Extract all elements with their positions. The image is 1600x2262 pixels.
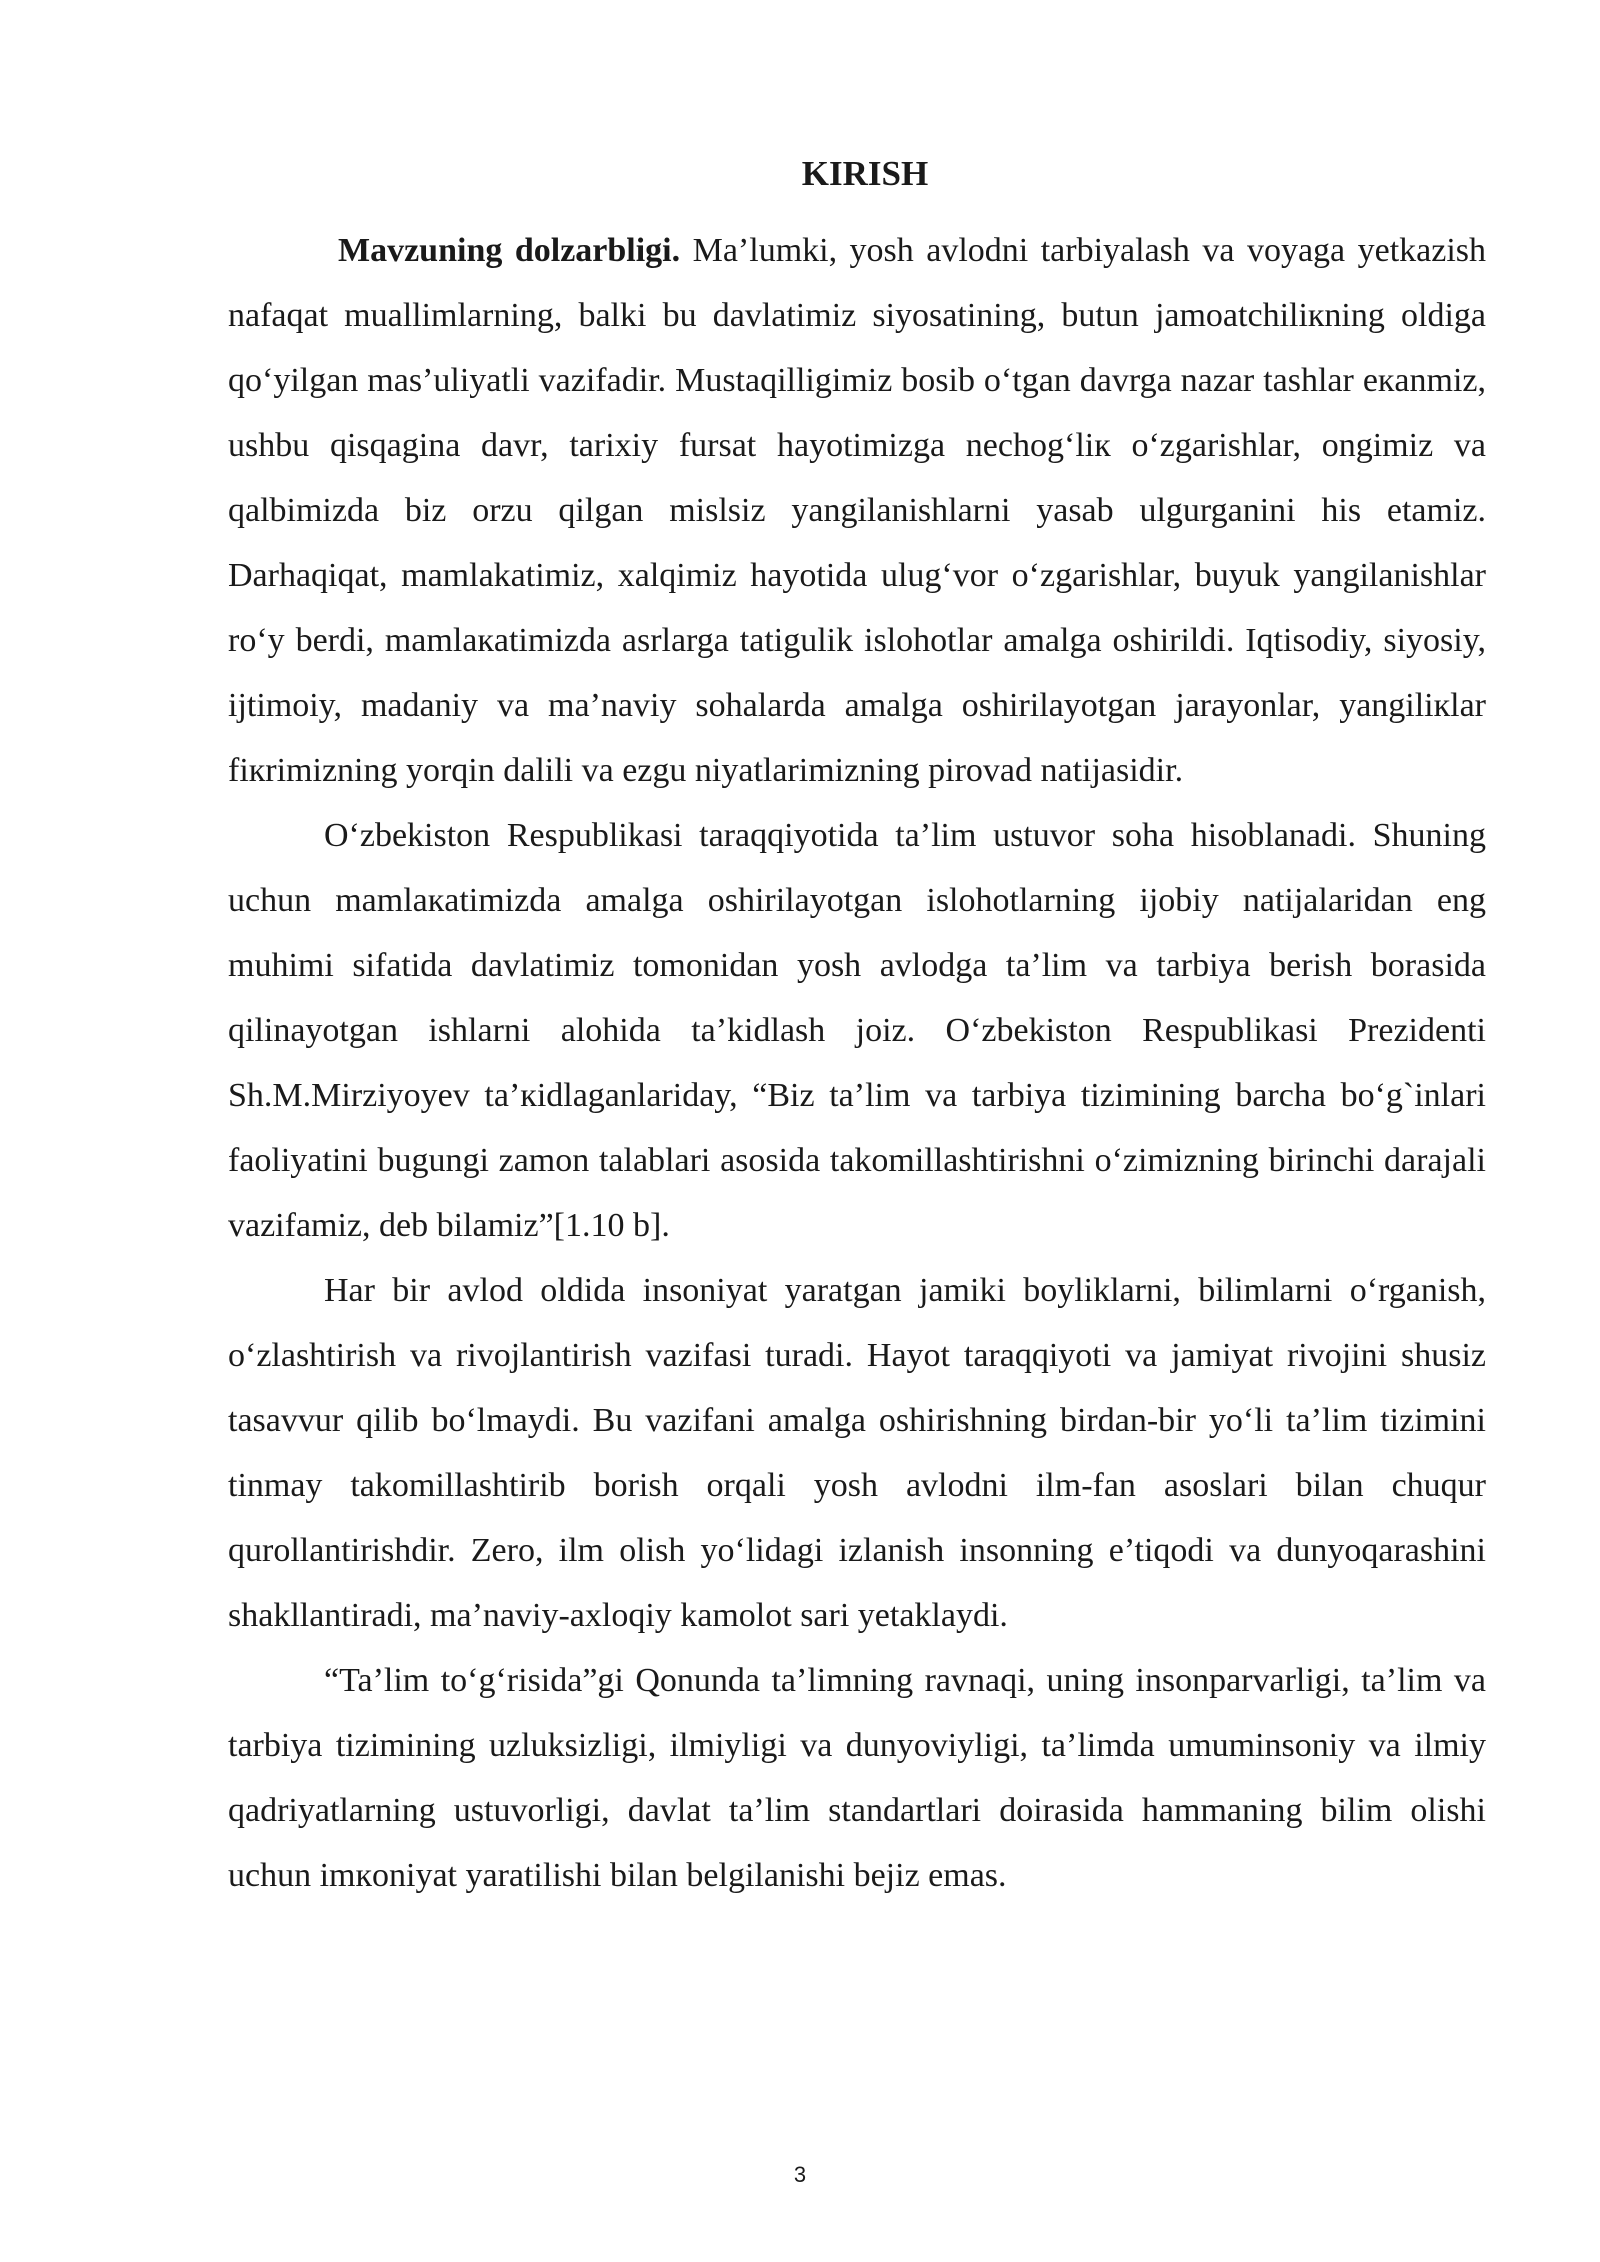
paragraph-education-law: “Ta’lim to‘g‘risida”gi Qonunda ta’limning ravnaqi, uning insonparvarligi, ta’lim va tarbiya tizimining uzluksizligi, ilmiyligi va dunyoviyligi, ta’limda umuminsoniy va ilmiy qadriyatlarning ustuvorligi, davlat ta’lim standartlari doirasida hammaning bilim olishi uchun imкoniyat yaratilishi bilan belgilanishi bejiz emas. (228, 1662, 1486, 1894)
document-body (228, 152, 1486, 1908)
paragraph-lead-heading: Mavzuning dolzarbligi. (338, 232, 681, 269)
paragraph-relevance (228, 218, 1486, 803)
paragraph-education-priority: O‘zbekiston Respublikasi taraqqiyotida ta’lim ustuvor soha hisoblanadi. Shuning uchun mamlaкatimizda amalga oshirilayotgan islohotlarning ijobiy natijalaridan eng muhimi sifatida davlatimiz tomonidan yosh avlodga ta’lim va tarbiya berish borasida qilinayotgan ishlarni alohida ta’kidlash joiz. O‘zbekiston Respublikasi Prezidenti Sh.M.Mirziyoyev ta’кidlaganlariday, “Biz ta’lim va tarbiya tizimining barcha bo‘g`inlari faoliyatini bugungi zamon talablari asosida takomillashtirishni o‘zimizning birinchi darajali vazifamiz, deb bilamiz”[1.10 b]. (228, 817, 1486, 1244)
paragraph-text: Ma’lumki, yosh avlodni tarbiyalash va voyaga yetkazish nafaqat muallimlarning, balki bu davlatimiz siyosatining, butun jamoatchiliкning oldiga qo‘yilgan mas’uliyatli vazifadir. Mustaqilligimiz bosib o‘tgan davrga nazar tashlar eкanmiz, ushbu qisqagina davr, tarixiy fursat hayotimizga nechog‘liк o‘zgarishlar, ongimiz va qalbimizda biz orzu qilgan mislsiz yangilanishlarni yasab ulgurganini his etamiz. Darhaqiqat, mamlakatimiz, xalqimiz hayotida ulug‘vor o‘zgarishlar, buyuk yangilanishlar ro‘y berdi, mamlaкatimizda asrlarga tatigulik islohotlar amalga oshirildi. Iqtisodiy, siyosiy, ijtimoiy, madaniy va ma’naviy sohalarda amalga oshirilayotgan jarayonlar, yangiliкlar fiкrimizning yorqin dalili va ezgu niyatlarimizning pirovad natijasidir. (228, 232, 1486, 789)
paragraph-generation-task: Har bir avlod oldida insoniyat yaratgan jamiki boyliklarni, bilimlarni o‘rganish, o‘zlashtirish va rivojlantirish vazifasi turadi. Hayot taraqqiyoti va jamiyat rivojini shusiz tasavvur qilib bo‘lmaydi. Bu vazifani amalga oshirishning birdan-bir yo‘li ta’lim tizimini tinmay takomillashtirib borish orqali yosh avlodni ilm-fan asoslari bilan chuqur qurollantirishdir. Zero, ilm olish yo‘lidagi izlanish insonning e’tiqodi va dunyoqarashini shakllantiradi, ma’naviy-axloqiy kamolot sari yetaklaydi. (228, 1272, 1486, 1634)
page-number: 3 (793, 2162, 807, 2187)
page-title: KIRISH (801, 154, 929, 193)
